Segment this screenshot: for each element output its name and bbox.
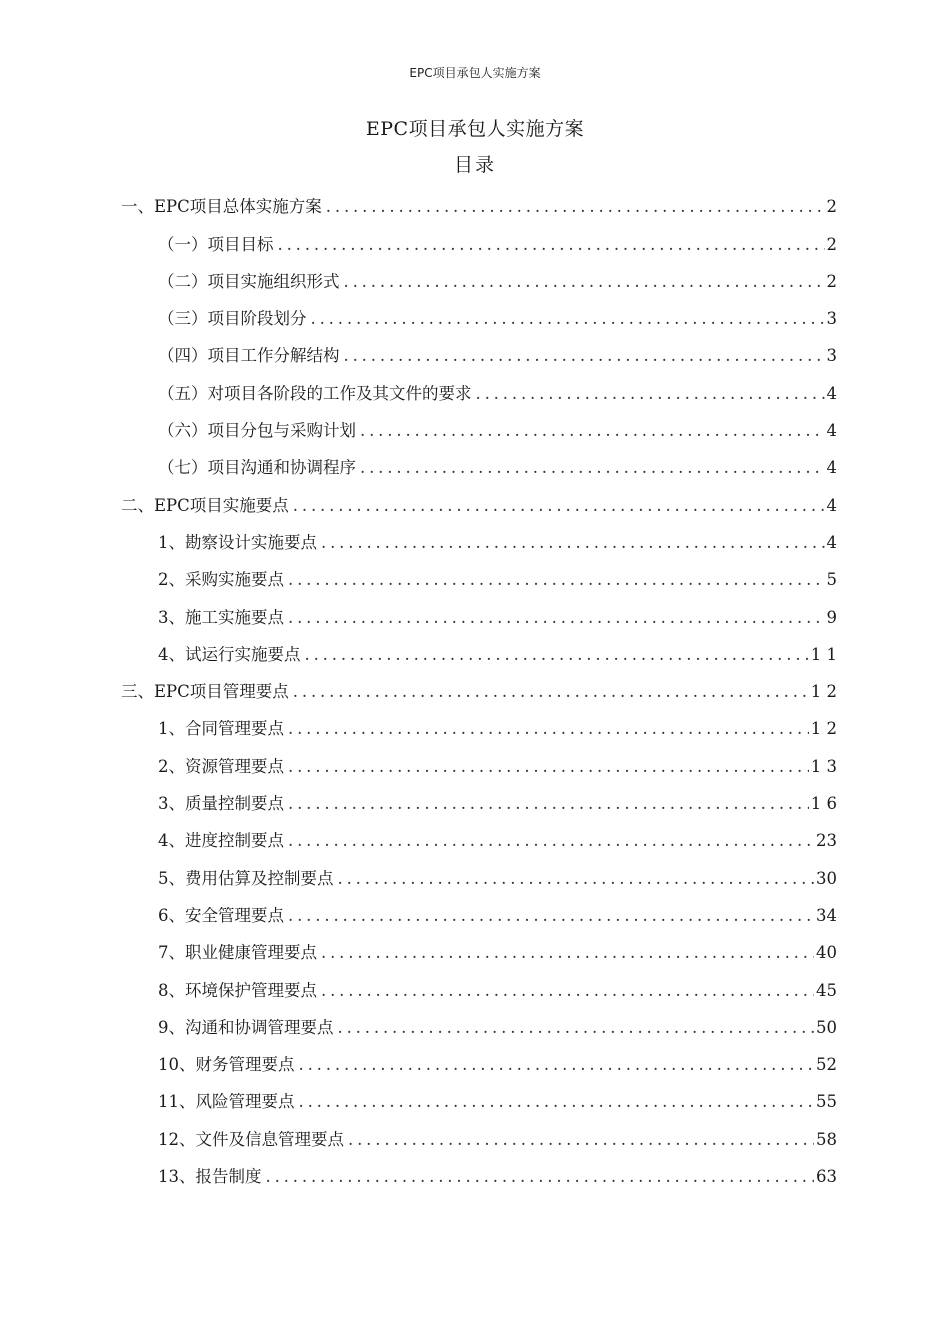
toc-entry-page-number: 58 — [816, 1129, 837, 1149]
toc-entry[interactable] — [121, 778, 837, 815]
toc-entry-page-number: 1 2 — [810, 719, 837, 739]
toc-entry-label: 1、勘察设计实施要点 — [158, 532, 317, 552]
toc-dot-leader — [288, 793, 809, 815]
toc-dot-leader — [311, 308, 825, 330]
toc-dot-leader — [344, 271, 825, 293]
toc-entry[interactable] — [121, 1076, 837, 1113]
toc-entry-label: （四）项目工作分解结构 — [158, 346, 340, 366]
toc-entry-label: 6、安全管理要点 — [158, 905, 284, 925]
toc-entry[interactable] — [121, 405, 837, 442]
toc-entry-label: 4、试运行实施要点 — [158, 644, 301, 664]
toc-entry[interactable] — [121, 181, 837, 218]
toc-dot-leader — [321, 980, 814, 1002]
toc-entry-label: 10、财务管理要点 — [158, 1055, 295, 1075]
toc-entry[interactable] — [121, 890, 837, 927]
toc-entry-page-number: 1 1 — [810, 644, 837, 664]
toc-dot-leader — [338, 1017, 815, 1039]
document-title: EPC项目承包人实施方案 — [365, 118, 585, 140]
toc-dot-leader — [348, 1129, 814, 1151]
toc-dot-leader — [266, 1166, 815, 1188]
toc-entry[interactable] — [121, 218, 837, 255]
toc-entry-label: 一、EPC项目总体实施方案 — [121, 197, 322, 217]
toc-dot-leader — [326, 196, 825, 218]
toc-entry-label: 二、EPC项目实施要点 — [121, 495, 289, 515]
toc-entry-page-number: 1 2 — [810, 682, 837, 702]
toc-entry[interactable] — [121, 330, 837, 367]
toc-entry-label: 9、沟通和协调管理要点 — [158, 1017, 334, 1037]
toc-dot-leader — [288, 569, 825, 591]
toc-entry[interactable] — [121, 1002, 837, 1039]
toc-entry-page-number: 1 6 — [810, 794, 837, 814]
toc-entry-page-number: 23 — [816, 831, 837, 851]
toc-entry[interactable] — [121, 927, 837, 964]
toc-entry[interactable] — [121, 1113, 837, 1150]
toc-entry[interactable] — [121, 703, 837, 740]
toc-entry[interactable] — [121, 591, 837, 628]
toc-entry[interactable] — [121, 964, 837, 1001]
toc-dot-leader — [278, 234, 825, 256]
toc-entry-label: 12、文件及信息管理要点 — [158, 1129, 344, 1149]
toc-entry-page-number: 2 — [826, 197, 837, 217]
toc-entry[interactable] — [121, 256, 837, 293]
running-header: EPC项目承包人实施方案 — [409, 66, 541, 80]
toc-entry[interactable] — [121, 740, 837, 777]
toc-entry[interactable] — [121, 367, 837, 404]
toc-entry-page-number: 3 — [826, 309, 837, 329]
toc-dot-leader — [288, 756, 809, 778]
table-of-contents — [121, 181, 837, 1188]
toc-entry-label: 8、环境保护管理要点 — [158, 980, 317, 1000]
toc-dot-leader — [344, 345, 825, 367]
toc-entry-label: （七）项目沟通和协调程序 — [158, 458, 356, 478]
toc-entry-page-number: 34 — [816, 905, 837, 925]
toc-entry-label: （二）项目实施组织形式 — [158, 271, 340, 291]
toc-heading: 目录 — [453, 154, 496, 176]
toc-entry-label: 11、风险管理要点 — [158, 1092, 295, 1112]
toc-dot-leader — [299, 1091, 815, 1113]
toc-entry-label: 2、采购实施要点 — [158, 570, 284, 590]
toc-dot-leader — [338, 868, 815, 890]
toc-entry-label: 4、进度控制要点 — [158, 831, 284, 851]
toc-dot-leader — [305, 644, 809, 666]
toc-entry[interactable] — [121, 629, 837, 666]
toc-entry-label: 5、费用估算及控制要点 — [158, 868, 334, 888]
toc-entry-label: （六）项目分包与采购计划 — [158, 421, 356, 441]
toc-dot-leader — [321, 942, 814, 964]
toc-entry[interactable] — [121, 479, 837, 516]
toc-entry[interactable] — [121, 852, 837, 889]
toc-entry-page-number: 40 — [816, 943, 837, 963]
toc-entry-page-number: 3 — [826, 346, 837, 366]
toc-entry-page-number: 4 — [826, 458, 837, 478]
toc-entry[interactable] — [121, 1151, 837, 1188]
toc-entry-page-number: 52 — [816, 1055, 837, 1075]
toc-entry-label: （五）对项目各阶段的工作及其文件的要求 — [158, 383, 472, 403]
toc-dot-leader — [288, 830, 814, 852]
toc-entry-label: （三）项目阶段划分 — [158, 309, 307, 329]
toc-entry-page-number: 4 — [826, 532, 837, 552]
toc-dot-leader — [288, 905, 814, 927]
toc-entry-page-number: 1 3 — [810, 756, 837, 776]
toc-entry-label: 2、资源管理要点 — [158, 756, 284, 776]
toc-dot-leader — [299, 1054, 815, 1076]
toc-entry-page-number: 2 — [826, 271, 837, 291]
toc-dot-leader — [293, 681, 809, 703]
toc-entry-page-number: 4 — [826, 421, 837, 441]
toc-entry[interactable] — [121, 1039, 837, 1076]
toc-entry-page-number: 55 — [816, 1092, 837, 1112]
toc-entry-page-number: 30 — [816, 868, 837, 888]
toc-entry-label: 13、报告制度 — [158, 1167, 262, 1187]
toc-entry-label: 1、合同管理要点 — [158, 719, 284, 739]
toc-dot-leader — [321, 532, 825, 554]
toc-entry[interactable] — [121, 554, 837, 591]
toc-entry-label: （一）项目目标 — [158, 234, 274, 254]
toc-entry-page-number: 45 — [816, 980, 837, 1000]
toc-entry-label: 7、职业健康管理要点 — [158, 943, 317, 963]
toc-entry-page-number: 5 — [826, 570, 837, 590]
toc-dot-leader — [288, 607, 825, 629]
toc-dot-leader — [360, 457, 825, 479]
toc-entry-page-number: 63 — [816, 1167, 837, 1187]
toc-dot-leader — [288, 718, 809, 740]
toc-entry-label: 3、施工实施要点 — [158, 607, 284, 627]
toc-entry[interactable] — [121, 517, 837, 554]
toc-entry-page-number: 4 — [826, 495, 837, 515]
toc-entry-page-number: 50 — [816, 1017, 837, 1037]
toc-dot-leader — [476, 383, 825, 405]
toc-entry[interactable] — [121, 666, 837, 703]
toc-entry[interactable] — [121, 815, 837, 852]
toc-entry-label: 3、质量控制要点 — [158, 794, 284, 814]
toc-entry[interactable] — [121, 442, 837, 479]
toc-entry[interactable] — [121, 293, 837, 330]
toc-entry-page-number: 9 — [826, 607, 837, 627]
toc-dot-leader — [293, 495, 825, 517]
toc-entry-page-number: 4 — [826, 383, 837, 403]
toc-entry-label: 三、EPC项目管理要点 — [121, 682, 289, 702]
toc-dot-leader — [360, 420, 825, 442]
toc-entry-page-number: 2 — [826, 234, 837, 254]
